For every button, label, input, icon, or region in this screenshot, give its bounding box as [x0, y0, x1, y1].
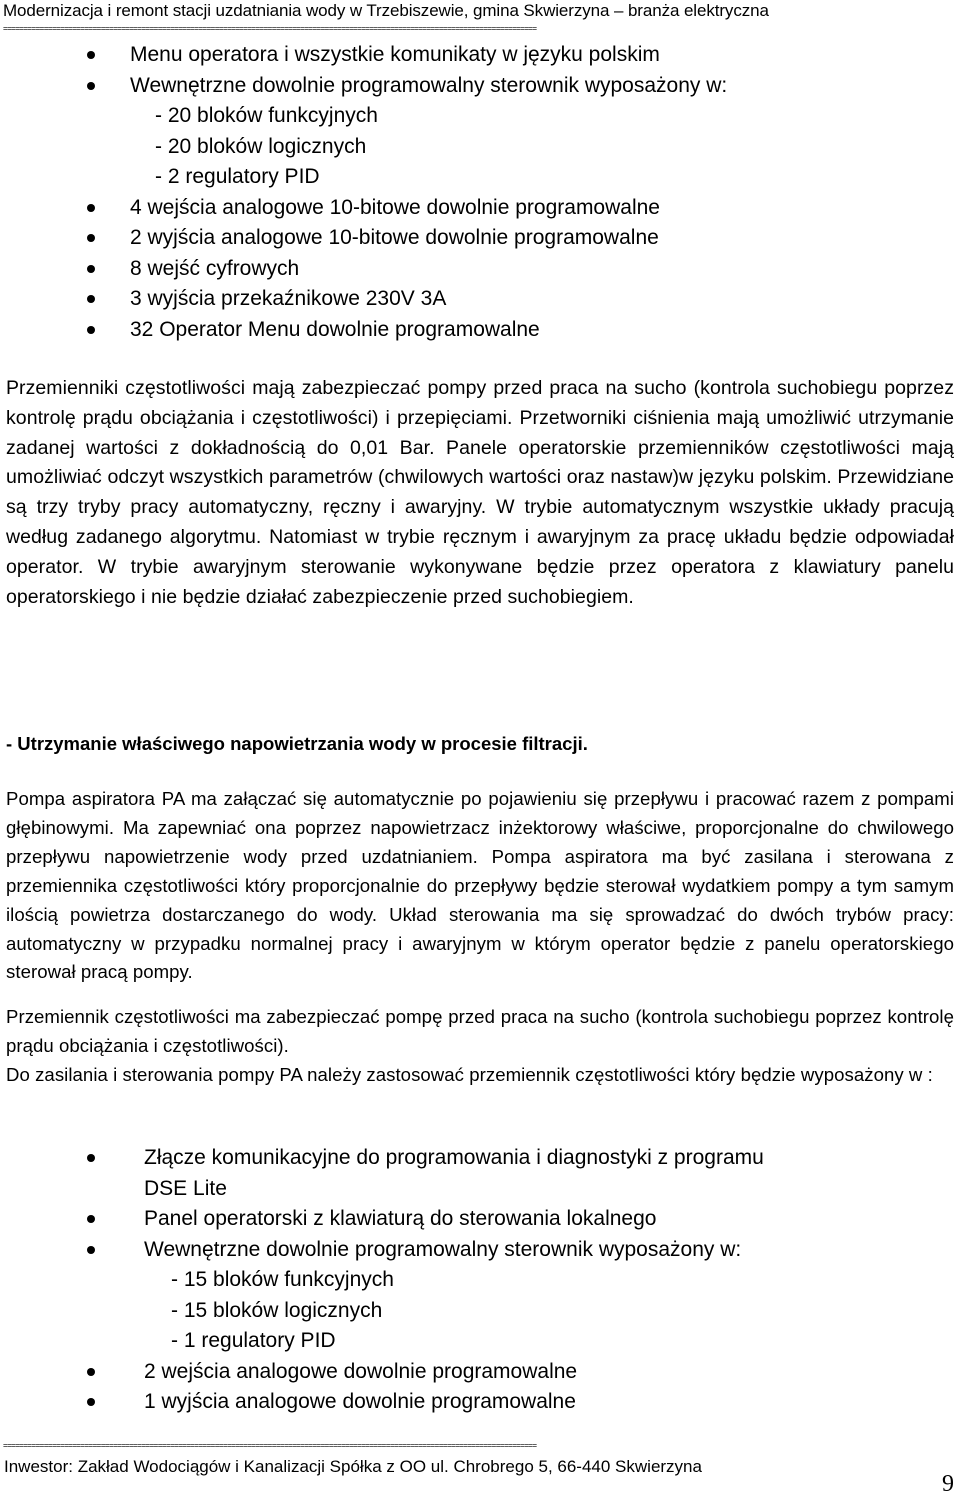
list-item: Panel operatorski z klawiaturą do sterowania lokalnego [144, 1204, 764, 1235]
list-subitem: - 15 bloków funkcyjnych [171, 1268, 394, 1291]
list-item: 3 wyjścia przekaźnikowe 230V 3A [130, 284, 727, 315]
page-number: 9 [942, 1471, 954, 1497]
list-item: 32 Operator Menu dowolnie programowalne [130, 315, 727, 346]
list-item: 1 wyjścia analogowe dowolnie programowalne [144, 1387, 764, 1418]
list-item: 4 wejścia analogowe 10-bitowe dowolnie programowalne [130, 193, 727, 224]
footer-investor: Inwestor: Zakład Wodociągów i Kanalizacji Spółka z OO ul. Chrobrego 5, 66-440 Skwierzyna [4, 1457, 702, 1476]
list-item: 8 wejść cyfrowych [130, 254, 727, 285]
features-list-top [130, 40, 727, 345]
list-item: 2 wyjścia analogowe 10-bitowe dowolnie programowalne [130, 223, 727, 254]
list-item: Wewnętrzne dowolnie programowalny sterownik wyposażony w: [144, 1235, 764, 1266]
paragraph-dry-run-protection: Przemiennik częstotliwości ma zabezpieczać pompę przed praca na sucho (kontrola suchobiegu poprzez kontrolę prądu obciążania i częstotliwości). [6, 1006, 954, 1056]
list-subitem: - 15 bloków logicznych [171, 1298, 383, 1322]
list-subitem: - 20 bloków funkcyjnych [155, 104, 378, 127]
paragraph-inverters: Przemienniki częstotliwości mają zabezpieczać pompy przed praca na sucho (kontrola suchobiegu poprzez kontrolę prądu obciążania i częstotliwości) i przepięciami. Przetworniki ciśnienia mają umożliwić utrzymanie zadanej wartości z dokładnością do 0,01 Bar. Panele operatorskie przemienników częstotliwości mają umożliwiać odczyt wszystkich parametrów (chwilowych wartości oraz nastaw)w języku polskim. Przewidziane są trzy tryby pracy automatyczny, ręczny i awaryjny. W trybie automatycznym wszystkie układy pracują według zadanego algorytmu. Natomiast w trybie ręcznym i awaryjnym za pracę układu będzie odpowiadał operator. W trybie awaryjnym sterowanie wykonywane będzie przez operatora z klawiatury panelu operatorskiego i nie będzie działać zabezpieczenie przed suchobiegiem. [6, 377, 954, 608]
list-item: 2 wejścia analogowe dowolnie programowalne [144, 1357, 764, 1388]
paragraph-inverter-requirements: Do zasilania i sterowania pompy PA należy zastosować przemiennik częstotliwości który będzie wyposażony w : [6, 1064, 933, 1085]
list-subitem: - 20 bloków logicznych [155, 134, 367, 158]
page-header-title: Modernizacja i remont stacji uzdatniania wody w Trzebiszewie, gmina Skwierzyna – branża elektryczna [3, 1, 769, 20]
list-item: Wewnętrzne dowolnie programowalny sterownik wyposażony w: [130, 71, 727, 102]
list-subitem: - 1 regulatory PID [171, 1329, 336, 1352]
footer-separator: =================================================================================================================================== [3, 1441, 537, 1450]
list-item: Złącze komunikacyjne do programowania i diagnostyki z programu [144, 1143, 764, 1174]
features-list-bottom [144, 1143, 764, 1418]
list-subitem: - 2 regulatory PID [155, 165, 320, 188]
section-heading: - Utrzymanie właściwego napowietrzania wody w procesie filtracji. [6, 733, 588, 754]
header-separator: =================================================================================================================================== [3, 24, 537, 33]
paragraph-aspirator-pump: Pompa aspiratora PA ma załączać się automatycznie po pojawieniu się przepływu i pracować razem z pompami głębinowymi. Ma zapewniać ona poprzez napowietrzacz inżektorowy właściwe, proporcjonalne do chwilowego przepływu napowietrzenie wody przed uzdatnianiem. Pompa aspiratora ma być zasilana i sterowana z przemiennika częstotliwości który proporcjonalnie do przepływy będzie sterował wydatkiem pompy a tym samym ilością powietrza dostarczanego do wody. Układ sterowania ma się sprowadzać do dwóch trybów pracy: automatyczny w przypadku normalnej pracy i awaryjnym w którym operator będzie z panelu operatorskiego sterował pracą pompy. [6, 788, 954, 983]
list-item: Menu operatora i wszystkie komunikaty w języku polskim [130, 40, 727, 71]
list-item-continuation: DSE Lite [144, 1176, 227, 1200]
